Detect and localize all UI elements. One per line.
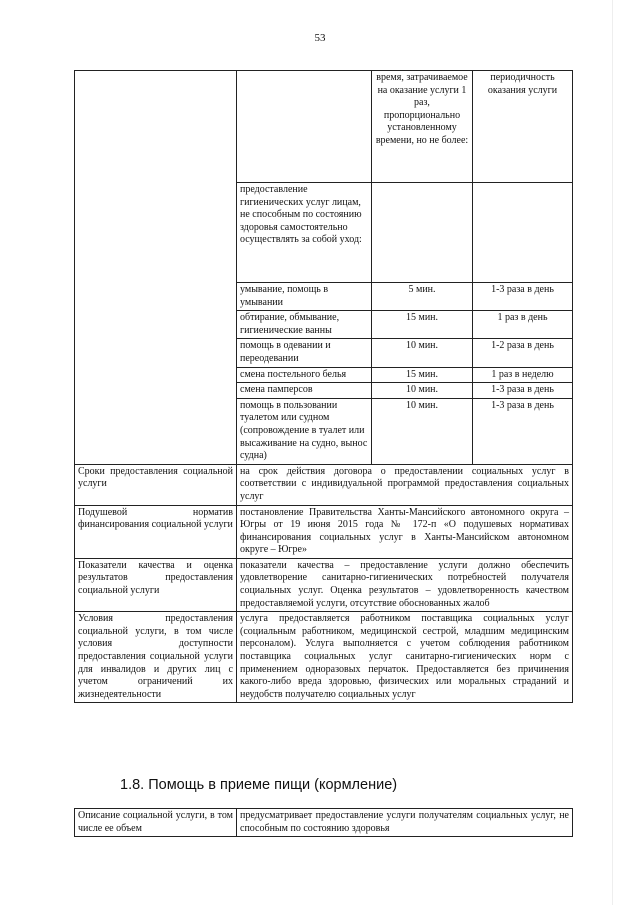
service-name: помощь в пользовании туалетом или судном (сопровождение в туалет или высаживание на судно, вынос судна) [237, 398, 372, 464]
info-label: Подушевой норматив финансирования социальной услуги [75, 505, 237, 558]
page-number: 53 [314, 32, 326, 44]
info-label: Сроки предоставления социальной услуги [75, 464, 237, 505]
hygiene-intro: предоставление гигиенических услуг лицам, не способным по состоянию здоровья самостоятельно осуществлять за собой уход: [237, 183, 372, 283]
service-name: смена памперсов [237, 383, 372, 399]
service-name: умывание, помощь в умывании [237, 283, 372, 311]
info-label: Показатели качества и оценка результатов предоставления социальной услуги [75, 558, 237, 611]
info-value: постановление Правительства Ханты-Мансийского автономного округа – Югры от 19 июня 2015 года № 172-п «О подушевых нормативах финансирования социальных услуг в Ханты-Мансийском автономном округе – Югре» [237, 505, 573, 558]
header-blank-cell [237, 71, 372, 183]
service-time: 15 мин. [372, 311, 473, 339]
left-blank-cell [75, 71, 237, 465]
header-time: время, затрачиваемое на оказание услуги 1 раз, пропорционально установленному времени, но не более: [372, 71, 473, 183]
header-frequency: периодичность оказания услуги [473, 71, 573, 183]
service-frequency: 1 раз в день [473, 311, 573, 339]
page-edge-mark [612, 0, 613, 905]
service-name: смена постельного белья [237, 367, 372, 383]
service-time: 10 мин. [372, 398, 473, 464]
service-time: 5 мин. [372, 283, 473, 311]
service-name: обтирание, обмывание, гигиенические ванны [237, 311, 372, 339]
service-frequency: 1-2 раза в день [473, 339, 573, 367]
service-frequency: 1-3 раза в день [473, 383, 573, 399]
service-frequency: 1-3 раза в день [473, 398, 573, 464]
service-time: 10 мин. [372, 339, 473, 367]
service-frequency: 1 раз в неделю [473, 367, 573, 383]
second-table [74, 808, 573, 837]
info-row-conditions [75, 612, 573, 703]
service-name: помощь в одевании и переодевании [237, 339, 372, 367]
description-value: предусматривает предоставление услуги получателям социальных услуг, не способным по состоянию здоровья [237, 809, 573, 837]
section-title: 1.8. Помощь в приеме пищи (кормление) [120, 777, 398, 793]
info-row-financing [75, 505, 573, 558]
service-time: 15 мин. [372, 367, 473, 383]
info-value: на срок действия договора о предоставлении социальных услуг в соответствии с индивидуальной программой предоставления социальных услуг [237, 464, 573, 505]
info-value: услуга предоставляется работником поставщика социальных услуг (социальным работником, медицинской сестрой, младшим медицинским персоналом). Услуга выполняется с учетом соблюдения работником поставщика социальных услуг санитарно-гигиенических норм с применением одноразовых перчаток. Предоставляется без причинения какого-либо вреда здоровью, физических или моральных страданий и неудобств получателю социальных услуг [237, 612, 573, 703]
info-value: показатели качества – предоставление услуги должно обеспечить удовлетворение санитарно-гигиенических потребностей получателя социальных услуг. Оценка результатов – удовлетворенность качеством предоставляемой услуги, отсутствие обоснованных жалоб [237, 558, 573, 611]
main-table [74, 70, 573, 703]
info-row-quality [75, 558, 573, 611]
service-time: 10 мин. [372, 383, 473, 399]
header-row [75, 71, 573, 183]
description-row [75, 809, 573, 837]
info-label: Условия предоставления социальной услуги, в том числе условия доступности предоставления социальной услуги для инвалидов и других лиц с учетом ограничений их жизнедеятельности [75, 612, 237, 703]
info-row-terms [75, 464, 573, 505]
description-label: Описание социальной услуги, в том числе ее объем [75, 809, 237, 837]
service-frequency: 1-3 раза в день [473, 283, 573, 311]
